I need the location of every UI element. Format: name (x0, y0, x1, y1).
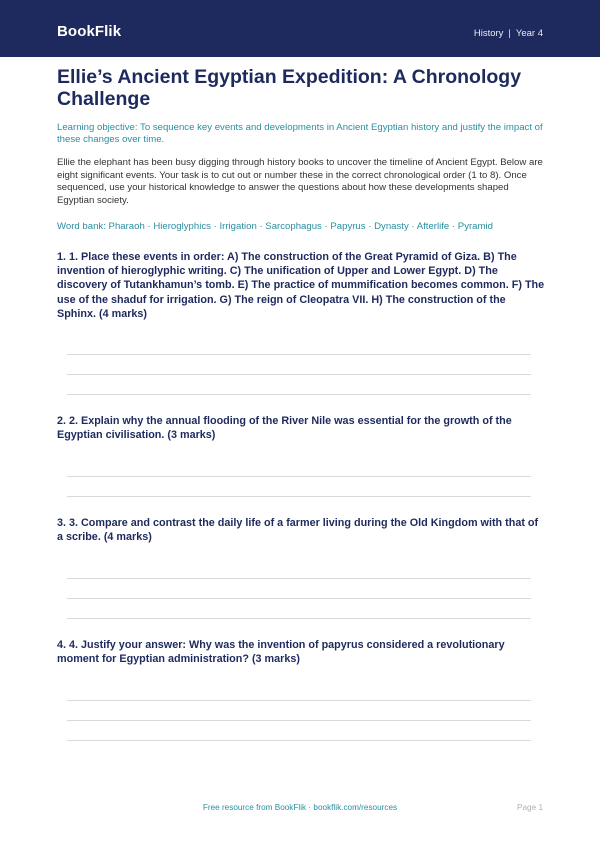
answer-line[interactable] (67, 496, 531, 497)
header-separator: | (508, 28, 511, 39)
answer-line[interactable] (67, 394, 531, 395)
learning-objective: Learning objective: To sequence key events and developments in Ancient Egyptian history and justify the impact of these changes over time. (57, 122, 543, 146)
question-1: 1. 1. Place these events in order: A) The construction of the Great Pyramid of Giza. B) The invention of hieroglyphic writing. C) The unification of Upper and Lower Egypt. D) The discovery of Tutankhamun’s tomb. E) The practice of mummification becomes common. F) The use of the shaduf for irrigation. G) The reign of Cleopatra VII. H) The construction of the Sphinx. (4 marks) (57, 251, 545, 320)
question-4: 4. 4. Justify your answer: Why was the invention of papyrus considered a revolutionary moment for Egyptian administration? (3 marks) (57, 639, 505, 666)
subject-label: History (473, 28, 504, 39)
worksheet-title: Ellie’s Ancient Egyptian Expedition: A Chronology Challenge (57, 66, 522, 110)
question-2: 2. 2. Explain why the annual flooding of the River Nile was essential for the growth of the Egyptian civilisation. (3 marks) (57, 415, 512, 442)
page-number: Page 1 (517, 803, 543, 812)
year-label: Year 4 (515, 28, 543, 39)
answer-line[interactable] (67, 720, 531, 721)
footer-link[interactable]: Free resource from BookFlik · bookflik.com/resources (202, 803, 398, 812)
answer-line[interactable] (67, 374, 531, 375)
intro-paragraph: Ellie the elephant has been busy digging through history books to uncover the timeline of Ancient Egypt. Below are eight significant events. Your task is to cut out or number these in the correct chronological order (1 to 8). Once sequenced, use your historical knowledge to answer the questions about how these developments shaped Egyptian society. (57, 157, 543, 206)
header-bar (0, 0, 600, 57)
question-3: 3. 3. Compare and contrast the daily life of a farmer living during the Old Kingdom with that of a scribe. (4 marks) (57, 517, 539, 544)
answer-line[interactable] (67, 618, 531, 619)
brand-logo: BookFlik (57, 23, 122, 40)
answer-line[interactable] (67, 700, 531, 701)
answer-line[interactable] (67, 598, 531, 599)
header-meta (474, 28, 543, 39)
answer-line[interactable] (67, 354, 531, 355)
answer-line[interactable] (67, 578, 531, 579)
answer-line[interactable] (67, 740, 531, 741)
word-bank: Word bank: Pharaoh · Hieroglyphics · Irrigation · Sarcophagus · Papyrus · Dynasty · Afterlife · Pyramid (57, 221, 493, 232)
answer-line[interactable] (67, 476, 531, 477)
